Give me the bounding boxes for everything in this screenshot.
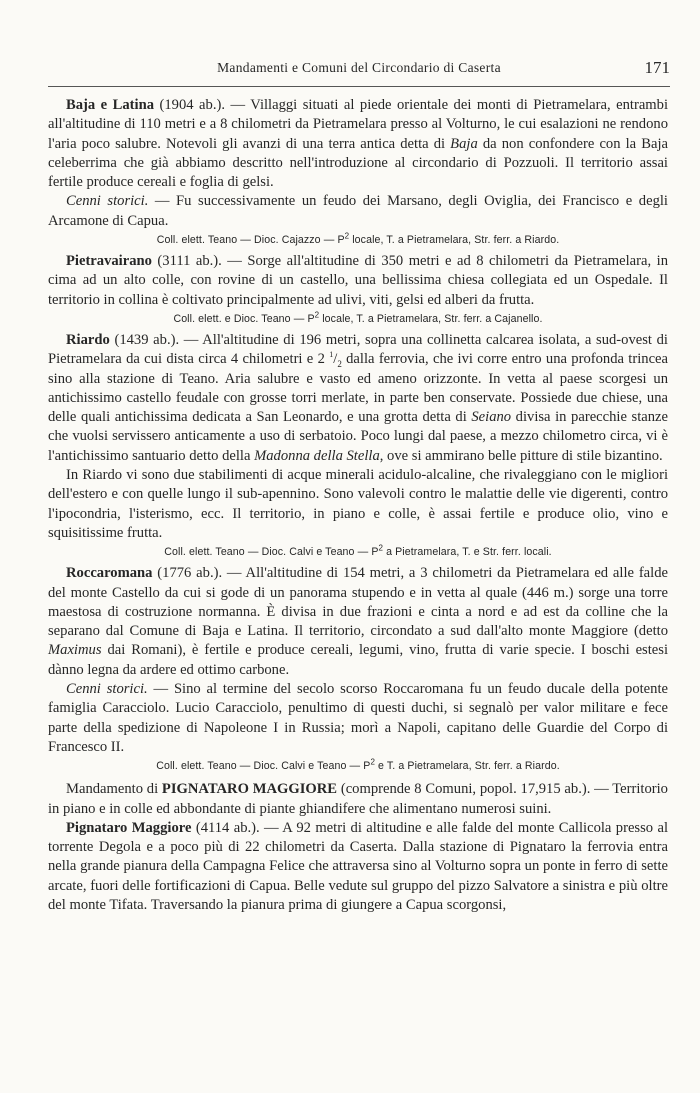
entry-text: da non confondere con la Baja celeberrima che già abbiamo descritto nell'introduzione al circondario di Pozzuoli. Il territorio assai fertile produce cereali e foglia di gelsi. [48, 135, 668, 191]
cenni-label: Cenni storici. [66, 681, 148, 698]
coll-text: Coll. elett. e Dioc. Teano — P [173, 312, 315, 325]
collegio-line [48, 543, 668, 561]
entry-baja [48, 96, 668, 192]
mandamento-pignataro [48, 780, 668, 819]
entry-heading: Pietravairano [66, 253, 152, 270]
entry-text: (comprende 8 Comuni, popol. 17,915 ab.). — Territorio in piano e in colle ed abbondante di piante ghiandifere che alimentano numerosi suini. [48, 781, 668, 817]
page-header [48, 60, 670, 82]
coll-text: Coll. elett. Teano — Dioc. Cajazzo — P [156, 234, 345, 247]
cenni-storici-baja [48, 192, 668, 231]
entry-text: (4114 ab.). — A 92 metri di altitudine e alle falde del monte Callicola presso al torrente Degola e a poco più di 22 chilometri da Caserta. Dalla stazione di Pignataro la ferrovia entra nella grande pianura della Campagna Felice che attraversa sino al Volturno sopra un ponte in ferro di sette arcate, fuori delle fortificazioni di Capua. Belle vedute sul gruppo del pizzo Salvatore a sinistra e più oltre del monte Tifata. Traversando la pianura prima di giungere a Capua scorgonsi, [48, 819, 669, 913]
coll-text: locale, T. a Pietramelara, Str. ferr. a Cajanello. [319, 312, 543, 325]
coll-sup: 2 [370, 757, 376, 767]
coll-sup: 2 [378, 543, 384, 553]
entry-text: (1439 ab.). — All'altitudine di 196 metri, sopra una collinetta calcarea isolata, a sud-ovest di Pietramelara da cui dista circa 4 chilometri e 2 [48, 331, 668, 368]
cenni-label: Cenni storici. [66, 193, 149, 210]
entry-text: (1904 ab.). — Villaggi situati al piede orientale dei monti di Pietramelara, entrambi all'altitudine di 110 metri e a 8 chilometri da Pietramelara presso al Volturno, le cui esalazioni ne rendono l'aria poco salubre. Notevoli gli avanzi di una terra antica detta di [48, 97, 668, 152]
fraction-num: 1 [329, 350, 334, 360]
entry-text: (1776 ab.). — All'altitudine di 154 metri, a 3 chilometri da Pietramelara ed alle falde del monte Castello da cui si gode di un panorama stupendo e in vetta al quale (446 m.) sorge una torre maestosa di costruzione normanna. È divisa in due frazioni e cinta a nord e ad est da colline che la separano dal Comune di Baja e Latina. Il territorio, circondato a sud dall'alto monte Maggiore (detto [48, 565, 668, 640]
cenni-text: — Fu successivamente un feudo dei Marsano, degli Oviglia, dei Francisco e degli Arcamone di Capua. [48, 193, 668, 229]
coll-sup: 2 [344, 231, 350, 241]
page-content [48, 96, 668, 915]
entry-riardo [48, 331, 668, 466]
entry-text: (3111 ab.). — Sorge all'altitudine di 350 metri e ad 8 chilometri da Pietramelara, in cima ad un alto colle, con rovine di un castello, una bellissima chiesa collegiata ed un Ospedale. Il territorio in collina è coltivato principalmente ad ulivi, viti, gelsi ed alberi da frutta. [48, 253, 668, 308]
entry-pietravairano [48, 252, 668, 310]
entry-text: dalla ferrovia, che ivi corre entro una profonda trincea sino alla stazione di Teano. Aria salubre e vasto ed ameno orizzonte. In vetta al paese scorgesi un antichissimo castello feudale con grosse torri merlate, in parte ben conservate. Possiede due chiese, una delle quali antichissima dedicata a San Leonardo, e una grotta detta di [48, 351, 669, 426]
coll-text: Coll. elett. Teano — Dioc. Calvi e Teano — P [156, 760, 371, 773]
italic-term: Baja [450, 135, 478, 152]
running-title: Mandamenti e Comuni del Circondario di Caserta [217, 60, 501, 75]
riardo-paragraph-2: In Riardo vi sono due stabilimenti di acque minerali acidulo-alcaline, che rivaleggiano con le migliori dell'estero e con quelle lungo il sub-apennino. Sono valevoli contro le malattie delle vie digerenti, contro l'ipocondria, l'isterismo, ecc. Il territorio, in piano e colle, è assai fertile e produce olio, vino e squisitissime frutta. [48, 467, 668, 541]
coll-sup: 2 [314, 310, 320, 320]
collegio-line [48, 757, 668, 775]
italic-term: Madonna della Stella [254, 447, 380, 464]
mandamento-label: Mandamento di [66, 781, 162, 798]
entry-heading: Baja e Latina [66, 97, 155, 113]
coll-text: Coll. elett. Teano — Dioc. Calvi e Teano — P [164, 546, 379, 559]
coll-text: a Pietramelara, T. e Str. ferr. locali. [383, 546, 552, 559]
italic-term: Maximus [48, 642, 102, 659]
cenni-text: — Sino al termine del secolo scorso Roccaromana fu un feudo ducale della potente famiglia Caracciolo. Lucio Caracciolo, penultimo di questi duchi, si segnalò per valor militare e fece parte della spedizione di Napoleone I in Russia; morì a Napoli, capitano delle Guardie del Corpo di Francesco II. [48, 681, 668, 755]
fraction-sep: / [333, 351, 338, 368]
header-rule [48, 86, 670, 87]
entry-text: dai Romani), è fertile e produce cereali, legumi, vino, frutta di varie specie. I boschi estesi dànno legna da ardere ed ottimo carbone. [48, 642, 668, 678]
entry-pignataro [48, 819, 668, 915]
fraction-den: 2 [337, 359, 342, 370]
coll-text: locale, T. a Pietramelara, Str. ferr. a Riardo. [349, 234, 560, 247]
collegio-line [48, 231, 668, 249]
entry-heading: Pignataro Maggiore [66, 819, 192, 836]
italic-term: Seiano [471, 409, 512, 426]
entry-roccaromana [48, 564, 668, 680]
entry-text: divisa in parecchie stanze che vuolsi servissero anticamente a uso di serbatoio. Poco lungi dal paese, a mezzo chilometro circa, vi è l'antichissimo santuario detto della [48, 409, 668, 464]
entry-heading: Riardo [66, 331, 110, 348]
coll-text: e T. a Pietramelara, Str. ferr. a Riardo. [375, 760, 560, 773]
entry-text: , ove si ammirano belle pitture di stile bizantino. [379, 447, 663, 464]
mandamento-name: PIGNATARO MAGGIORE [161, 781, 338, 798]
collegio-line [48, 310, 668, 328]
entry-heading: Roccaromana [66, 565, 153, 582]
cenni-storici-roccaromana [48, 680, 668, 757]
page-number: 171 [644, 58, 670, 77]
